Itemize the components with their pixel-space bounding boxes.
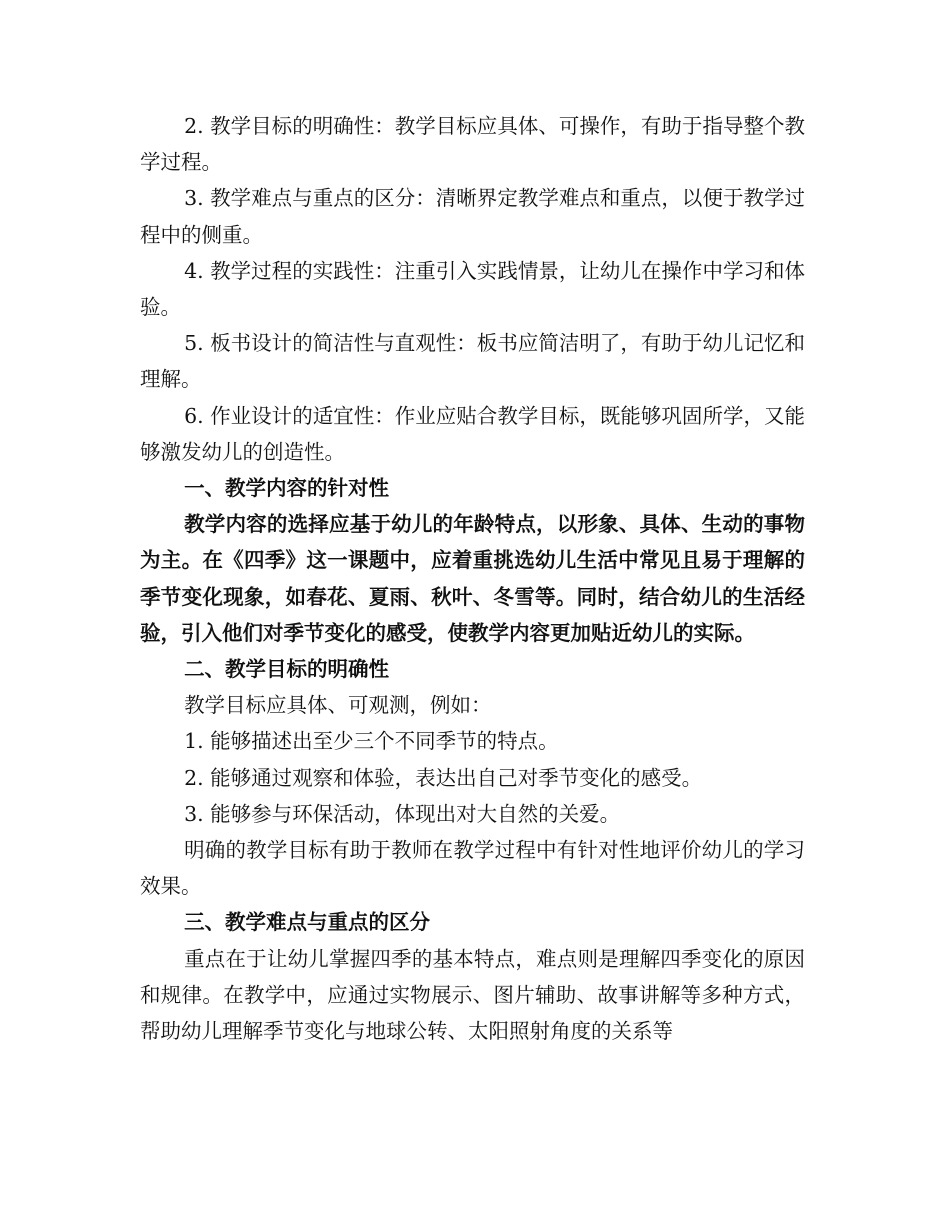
list-item: 3. 教学难点与重点的区分：清晰界定教学难点和重点，以便于教学过程中的侧重。 [140, 186, 805, 247]
body-paragraph: 教学内容的选择应基于幼儿的年龄特点，以形象、具体、生动的事物为主。在《四季》这一课题中，应着重挑选幼儿生活中常见且易于理解的季节变化现象，如春花、夏雨、秋叶、冬雪等。同时，结合幼儿的生活经验，引入他们对季节变化的感受，使教学内容更加贴近幼儿的实际。 [140, 512, 805, 645]
body-paragraph: 教学目标应具体、可观测，例如： [184, 693, 492, 718]
document-body [140, 108, 805, 1049]
body-paragraph: 重点在于让幼儿掌握四季的基本特点，难点则是理解四季变化的原因和规律。在教学中，应通过实物展示、图片辅助、故事讲解等多种方式，帮助幼儿理解季节变化与地球公转、太阳照射角度的关系等 [140, 946, 805, 1044]
section-heading: 二、教学目标的明确性 [184, 657, 390, 682]
list-item: 2. 能够通过观察和体验，表达出自己对季节变化的感受。 [184, 765, 703, 790]
list-item: 3. 能够参与环保活动，体现出对大自然的关爱。 [184, 801, 621, 826]
list-item: 5. 板书设计的简洁性与直观性：板书应简洁明了，有助于幼儿记忆和理解。 [140, 331, 805, 392]
body-paragraph: 明确的教学目标有助于教师在教学过程中有针对性地评价幼儿的学习效果。 [140, 838, 805, 899]
section-heading: 三、教学难点与重点的区分 [184, 910, 431, 935]
section-heading: 一、教学内容的针对性 [184, 476, 390, 501]
list-item: 6. 作业设计的适宜性：作业应贴合教学目标，既能够巩固所学，又能够激发幼儿的创造性。 [140, 403, 805, 464]
list-item: 4. 教学过程的实践性：注重引入实践情景，让幼儿在操作中学习和体验。 [140, 258, 805, 320]
list-item: 1. 能够描述出至少三个不同季节的特点。 [184, 729, 559, 754]
list-item: 2. 教学目标的明确性：教学目标应具体、可操作，有助于指导整个教学过程。 [140, 114, 805, 175]
